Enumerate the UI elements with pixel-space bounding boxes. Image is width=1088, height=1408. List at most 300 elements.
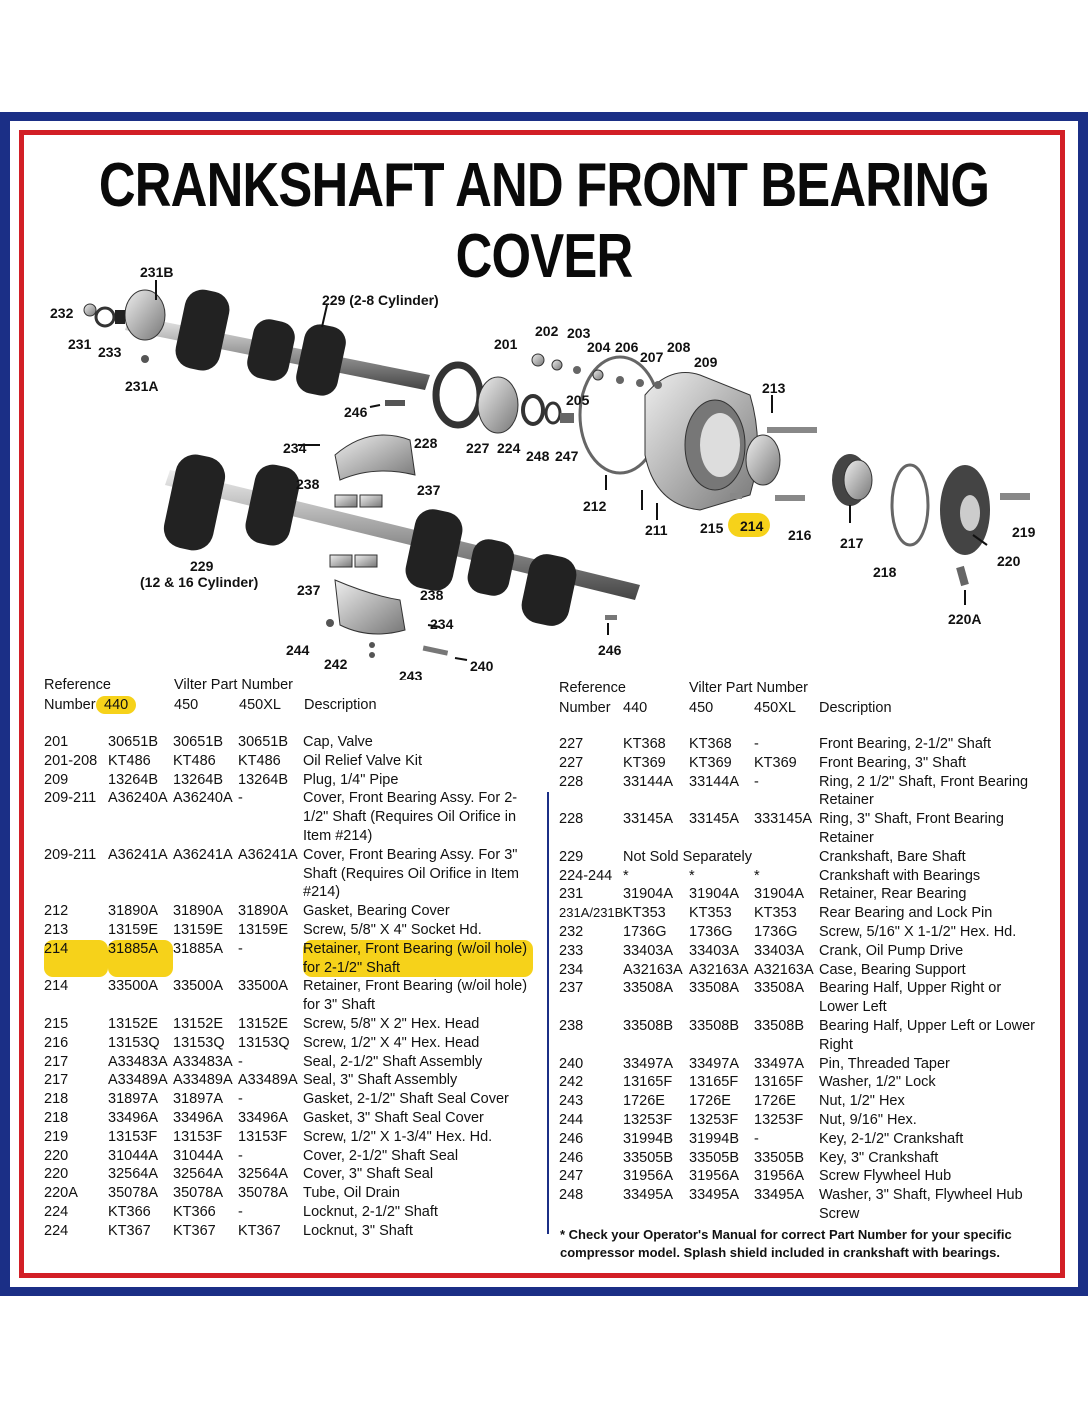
ref-number: 209 — [44, 771, 69, 788]
part-450xl: 33505B — [754, 1149, 804, 1166]
left-parts-table — [44, 733, 533, 1241]
ref-number: 218 — [44, 1109, 69, 1126]
part-450xl: - — [238, 790, 243, 807]
ref-number: 217 — [44, 1072, 69, 1089]
part-450xl: - — [238, 1203, 243, 1220]
part-450: KT368 — [689, 736, 732, 752]
table-row — [559, 1167, 1044, 1186]
part-450xl: 13264B — [238, 771, 288, 788]
label-208: 208 — [667, 339, 691, 355]
label-234-lower: 234 — [430, 616, 454, 632]
part-450: 33145A — [689, 811, 739, 828]
table-row — [44, 733, 533, 752]
label-248: 248 — [526, 448, 550, 464]
part-450: 31904A — [689, 886, 739, 903]
description: Nut, 1/2" Hex — [819, 1093, 905, 1110]
description: Locknut, 3" Shaft — [303, 1222, 413, 1239]
ref-number: 246 — [559, 1130, 584, 1147]
label-218: 218 — [873, 564, 897, 580]
part-440: KT366 — [108, 1203, 151, 1220]
part-450: 13159E — [173, 921, 223, 938]
part-450xl: - — [754, 1130, 759, 1147]
ref-number: 238 — [559, 1017, 584, 1034]
description: Retainer, Front Bearing (w/oil hole) for 3" Shaft — [303, 978, 528, 1014]
part-450xl: KT353 — [754, 905, 797, 922]
part-450: 33508A — [689, 980, 739, 997]
part-450: 35078A — [173, 1185, 223, 1202]
ref-number: 237 — [559, 980, 584, 997]
part-440: A32163A — [623, 961, 683, 978]
label-201: 201 — [494, 336, 518, 352]
label-227: 227 — [466, 440, 490, 456]
table-row — [44, 1015, 533, 1034]
ref-number: 244 — [559, 1111, 584, 1128]
label-209: 209 — [694, 354, 718, 370]
part-450: 1726E — [689, 1093, 731, 1110]
part-450: KT353 — [689, 905, 732, 922]
description: Cover, Front Bearing Assy. For 3" Shaft (Requires Oil Orifice in Item #214) — [303, 846, 519, 901]
ref-number: 240 — [559, 1055, 584, 1072]
part-450: 33508B — [689, 1017, 739, 1034]
label-213: 213 — [762, 380, 786, 396]
ref-number: 248 — [559, 1187, 584, 1204]
part-450: 33505B — [689, 1149, 739, 1166]
label-244: 244 — [286, 642, 310, 658]
header-440: 440 — [96, 696, 136, 714]
ref-number: 227 — [559, 736, 584, 752]
ref-number: 228 — [559, 811, 584, 828]
description: Screw, 5/8" X 2" Hex. Head — [303, 1015, 480, 1032]
label-215: 215 — [700, 520, 724, 536]
table-row — [559, 1149, 1044, 1168]
part-450: KT366 — [173, 1203, 216, 1220]
label-231: 231 — [68, 336, 92, 352]
description: Retainer, Front Bearing (w/oil hole) for 2-1/2" Shaft — [303, 940, 533, 978]
header-450xl-right: 450XL — [754, 700, 796, 716]
part-440: KT368 — [623, 736, 666, 752]
part-450xl: - — [238, 1053, 243, 1070]
part-450: 30651B — [173, 734, 223, 750]
ref-number: 213 — [44, 921, 69, 938]
label-205: 205 — [566, 392, 590, 408]
description: Pin, Threaded Taper — [819, 1055, 950, 1072]
part-440: 33505B — [623, 1149, 673, 1166]
header-description: Description — [304, 697, 377, 713]
header-vilter-part-number: Vilter Part Number — [174, 677, 293, 693]
header-450xl: 450XL — [239, 697, 281, 713]
part-450: 13264B — [173, 771, 223, 788]
description: Washer, 1/2" Lock — [819, 1074, 936, 1091]
part-440: 31956A — [623, 1168, 673, 1185]
part-440: 33500A — [108, 978, 158, 995]
part-450xl: 33497A — [754, 1055, 804, 1072]
ref-number: 231A/231B — [559, 905, 624, 921]
table-row — [44, 1184, 533, 1203]
part-440: 32564A — [108, 1166, 158, 1183]
part-450: 33403A — [689, 942, 739, 959]
part-440: 31044A — [108, 1147, 158, 1164]
part-450: 31897A — [173, 1091, 223, 1108]
part-450xl: KT486 — [238, 752, 281, 769]
part-440: 33144A — [623, 773, 673, 790]
part-440: 33145A — [623, 811, 673, 828]
ref-number: 212 — [44, 903, 69, 920]
description: Nut, 9/16" Hex. — [819, 1111, 917, 1128]
table-row — [559, 1092, 1044, 1111]
ref-number: 209-211 — [44, 790, 97, 807]
description: Key, 3" Crankshaft — [819, 1149, 939, 1166]
part-440: 31897A — [108, 1091, 158, 1108]
part-440: 31890A — [108, 903, 158, 920]
part-450: 31890A — [173, 903, 223, 920]
part-450xl: 31956A — [754, 1168, 804, 1185]
description: Front Bearing, 3" Shaft — [819, 754, 967, 771]
description: Cap, Valve — [303, 734, 373, 750]
part-450: 31956A — [689, 1168, 739, 1185]
label-211: 211 — [645, 522, 668, 538]
ref-number: 214 — [44, 940, 108, 978]
header-440-right: 440 — [623, 700, 648, 716]
label-204: 204 — [587, 339, 611, 355]
ref-number: 217 — [44, 1053, 69, 1070]
table-row — [44, 1053, 533, 1072]
part-440: A36240A — [108, 790, 168, 807]
part-450xl: 1736G — [754, 923, 798, 940]
part-450xl: 33500A — [238, 978, 288, 995]
ref-number: 228 — [559, 773, 584, 790]
part-440: 35078A — [108, 1185, 158, 1202]
part-440: KT353 — [623, 905, 666, 922]
part-450: KT486 — [173, 752, 216, 769]
page-title: CRANKSHAFT AND FRONT BEARING COVER — [98, 151, 990, 291]
part-440: 33496A — [108, 1109, 158, 1126]
label-202: 202 — [535, 323, 559, 339]
part-440: KT369 — [623, 754, 666, 771]
part-450: A32163A — [689, 961, 749, 978]
description: Screw, 5/8" X 4" Socket Hd. — [303, 921, 482, 938]
ref-number: 215 — [44, 1015, 69, 1032]
part-440: 33403A — [623, 942, 673, 959]
part-450xl: 31904A — [754, 886, 804, 903]
part-440: 30651B — [108, 734, 158, 750]
part-450: 13153F — [173, 1128, 223, 1145]
description: Seal, 3" Shaft Assembly — [303, 1072, 458, 1089]
part-450xl: - — [754, 773, 759, 790]
table-row — [44, 1090, 533, 1109]
label-242: 242 — [324, 656, 348, 672]
part-450xl: 13253F — [754, 1111, 804, 1128]
table-row — [559, 961, 1044, 980]
left-table-header — [44, 676, 377, 715]
description: Screw, 1/2" X 4" Hex. Head — [303, 1034, 480, 1051]
description: Oil Relief Valve Kit — [303, 752, 422, 769]
header-number: Number — [44, 697, 96, 713]
description: Bearing Half, Upper Right or Lower Left — [819, 980, 1002, 1016]
right-parts-table — [559, 735, 1044, 1224]
part-450: 13152E — [173, 1015, 223, 1032]
description: Gasket, 2-1/2" Shaft Seal Cover — [303, 1091, 509, 1108]
table-row — [559, 942, 1044, 961]
part-450xl: - — [754, 736, 759, 752]
table-row — [559, 885, 1044, 904]
part-450xl: 1726E — [754, 1093, 796, 1110]
part-440: 13165F — [623, 1074, 673, 1091]
table-row — [559, 754, 1044, 773]
part-440: A36241A — [108, 846, 168, 863]
part-440: * — [623, 867, 629, 884]
part-450xl: 333145A — [754, 811, 813, 828]
label-238-upper: 238 — [296, 476, 320, 492]
header-number-right: Number — [559, 700, 611, 716]
table-row — [559, 923, 1044, 942]
label-228: 228 — [414, 435, 438, 451]
description: Locknut, 2-1/2" Shaft — [303, 1203, 438, 1220]
label-247: 247 — [555, 448, 579, 464]
header-reference-right: Reference — [559, 680, 626, 696]
table-row — [44, 1203, 533, 1222]
label-237-upper: 237 — [417, 482, 441, 498]
part-450: 32564A — [173, 1166, 223, 1183]
label-246-lower: 246 — [598, 642, 622, 658]
table-row — [44, 977, 533, 1015]
ref-number: 224 — [44, 1203, 69, 1220]
header-vilter-part-number-right: Vilter Part Number — [689, 680, 808, 696]
label-229-upper: 229 (2-8 Cylinder) — [322, 292, 439, 308]
part-440: 33495A — [623, 1187, 673, 1204]
part-450xl: 13165F — [754, 1074, 804, 1091]
part-450: 33497A — [689, 1055, 739, 1072]
part-450xl: KT367 — [238, 1222, 281, 1239]
ref-number: 242 — [559, 1074, 584, 1091]
table-row — [44, 1147, 533, 1166]
part-440: Not Sold Separately — [623, 848, 752, 865]
ref-number: 220 — [44, 1147, 69, 1164]
part-450: 33495A — [689, 1187, 739, 1204]
ref-number: 243 — [559, 1093, 584, 1110]
label-238-lower: 238 — [420, 587, 444, 603]
label-217: 217 — [840, 535, 864, 551]
ref-number: 216 — [44, 1034, 69, 1051]
ref-number: 227 — [559, 754, 584, 771]
table-row — [559, 904, 1044, 923]
ref-number: 201-208 — [44, 752, 98, 769]
description: Ring, 3" Shaft, Front Bearing Retainer — [819, 811, 1004, 846]
part-450xl: - — [238, 1147, 243, 1164]
table-row — [44, 1071, 533, 1090]
label-214: 214 — [740, 518, 764, 534]
label-203: 203 — [567, 325, 591, 341]
ref-number: 219 — [44, 1128, 69, 1145]
label-233: 233 — [98, 344, 122, 360]
table-row — [44, 752, 533, 771]
ref-number: 231 — [559, 886, 584, 903]
part-450xl: 31890A — [238, 903, 288, 920]
part-440: 13264B — [108, 771, 158, 788]
part-450xl: 33403A — [754, 942, 804, 959]
table-row — [44, 1109, 533, 1128]
part-440: A33489A — [108, 1072, 168, 1089]
label-220A: 220A — [948, 611, 982, 627]
part-450xl: - — [238, 1091, 243, 1108]
part-440: 33508A — [623, 980, 673, 997]
part-450xl: A36241A — [238, 846, 298, 863]
table-row — [559, 1186, 1044, 1224]
part-440: 13253F — [623, 1111, 673, 1128]
table-row — [44, 1034, 533, 1053]
part-450: 13165F — [689, 1074, 739, 1091]
description: Gasket, 3" Shaft Seal Cover — [303, 1109, 484, 1126]
part-440: A33483A — [108, 1053, 168, 1070]
table-row — [44, 1222, 533, 1241]
description: Screw Flywheel Hub — [819, 1168, 952, 1185]
label-243: 243 — [399, 668, 423, 680]
description: Key, 2-1/2" Crankshaft — [819, 1130, 964, 1147]
ref-number: 218 — [44, 1091, 69, 1108]
part-450: KT369 — [689, 754, 732, 771]
description: Ring, 2 1/2" Shaft, Front Bearing Retainer — [819, 773, 1029, 809]
part-450xl: - — [238, 940, 243, 957]
table-row — [44, 789, 533, 845]
table-row — [559, 1130, 1044, 1149]
part-440: 13153Q — [108, 1034, 160, 1051]
description: Tube, Oil Drain — [303, 1185, 400, 1202]
label-232: 232 — [50, 305, 74, 321]
label-246-upper: 246 — [344, 404, 368, 420]
part-450: 13153Q — [173, 1034, 225, 1051]
column-divider — [547, 792, 549, 1234]
part-450xl: 13153Q — [238, 1034, 290, 1051]
part-440: 33508B — [623, 1017, 673, 1034]
part-450xl: 32564A — [238, 1166, 288, 1183]
label-237-lower: 237 — [297, 582, 321, 598]
header-450: 450 — [174, 697, 199, 713]
part-450xl: 13153F — [238, 1128, 288, 1145]
table-row — [44, 771, 533, 790]
description: Gasket, Bearing Cover — [303, 903, 450, 920]
description: Cover, Front Bearing Assy. For 2-1/2" Shaft (Requires Oil Orifice in Item #214) — [303, 790, 518, 844]
label-231B: 231B — [140, 264, 174, 280]
part-440: KT367 — [108, 1222, 151, 1239]
part-450: 33500A — [173, 978, 223, 995]
table-row — [559, 735, 1044, 754]
description: Front Bearing, 2-1/2" Shaft — [819, 736, 991, 752]
table-row — [559, 1111, 1044, 1130]
part-450xl: 33496A — [238, 1109, 288, 1126]
right-table-header — [559, 679, 892, 718]
part-450: 31885A — [173, 940, 223, 957]
ref-number: 224-244 — [559, 867, 613, 884]
part-440: 31994B — [623, 1130, 673, 1147]
part-450: 13253F — [689, 1111, 739, 1128]
description: Cover, 3" Shaft Seal — [303, 1166, 434, 1183]
table-row — [559, 867, 1044, 886]
part-450xl: KT369 — [754, 754, 797, 771]
ref-number: 201 — [44, 734, 69, 750]
description: Crank, Oil Pump Drive — [819, 942, 964, 959]
description: Crankshaft with Bearings — [819, 867, 981, 884]
part-450xl: 13159E — [238, 921, 288, 938]
part-450: 31994B — [689, 1130, 739, 1147]
exploded-parts-diagram — [30, 255, 1058, 680]
label-207: 207 — [640, 349, 664, 365]
label-220: 220 — [997, 553, 1021, 569]
label-240: 240 — [470, 658, 494, 674]
part-440: 13153F — [108, 1128, 158, 1145]
ref-number: 209-211 — [44, 846, 97, 863]
label-234-upper: 234 — [283, 440, 307, 456]
label-212: 212 — [583, 498, 607, 514]
description: Retainer, Rear Bearing — [819, 886, 967, 903]
description: Screw, 5/16" X 1-1/2" Hex. Hd. — [819, 923, 1017, 940]
table-row — [559, 848, 1044, 867]
table-row — [44, 1165, 533, 1184]
part-440: 13159E — [108, 921, 158, 938]
ref-number: 246 — [559, 1149, 584, 1166]
ref-number: 224 — [44, 1222, 69, 1239]
part-450xl: 30651B — [238, 734, 288, 750]
part-440: 1726E — [623, 1093, 665, 1110]
part-450xl: 33508B — [754, 1017, 804, 1034]
label-231A: 231A — [125, 378, 159, 394]
part-450xl: A33489A — [238, 1072, 298, 1089]
table-row — [44, 846, 533, 902]
label-224: 224 — [497, 440, 521, 456]
front-bearing-cover — [645, 373, 758, 511]
ref-number: 220 — [44, 1166, 69, 1183]
part-450: 1736G — [689, 923, 733, 940]
part-450xl: 33495A — [754, 1187, 804, 1204]
ref-number: 233 — [559, 942, 584, 959]
table-row — [559, 1017, 1044, 1055]
part-450xl: 33508A — [754, 980, 804, 997]
ref-number: 229 — [559, 848, 584, 865]
part-450xl: 13152E — [238, 1015, 288, 1032]
header-reference: Reference — [44, 677, 111, 693]
part-450: A36240A — [173, 790, 233, 807]
table-row — [559, 773, 1044, 811]
part-450: 33496A — [173, 1109, 223, 1126]
description: Cover, 2-1/2" Shaft Seal — [303, 1147, 459, 1164]
part-440: 33497A — [623, 1055, 673, 1072]
description: Bearing Half, Upper Left or Lower Right — [819, 1017, 1035, 1053]
description: Plug, 1/4" Pipe — [303, 771, 399, 788]
part-440: 31885A — [108, 940, 173, 978]
ref-number: 232 — [559, 923, 584, 940]
header-450-right: 450 — [689, 700, 714, 716]
part-440: 1736G — [623, 923, 667, 940]
footnote: * Check your Operator's Manual for correct Part Number for your specific compressor model. Splash shield included in crankshaft with bearings. — [560, 1227, 1012, 1260]
ref-number: 214 — [44, 978, 69, 995]
part-440: 31904A — [623, 886, 673, 903]
part-450: A33489A — [173, 1072, 233, 1089]
label-216: 216 — [788, 527, 812, 543]
table-row — [44, 940, 533, 978]
part-450xl: 35078A — [238, 1185, 288, 1202]
part-440: 13152E — [108, 1015, 158, 1032]
table-row — [44, 921, 533, 940]
part-450: * — [689, 867, 695, 884]
part-450: KT367 — [173, 1222, 216, 1239]
table-row — [559, 1073, 1044, 1092]
part-440: KT486 — [108, 752, 151, 769]
ref-number: 234 — [559, 961, 584, 978]
description: Washer, 3" Shaft, Flywheel Hub Screw — [819, 1187, 1023, 1222]
table-row — [44, 902, 533, 921]
header-description-right: Description — [819, 700, 892, 716]
part-450: 33144A — [689, 773, 739, 790]
label-206: 206 — [615, 339, 639, 355]
part-450: 31044A — [173, 1147, 223, 1164]
